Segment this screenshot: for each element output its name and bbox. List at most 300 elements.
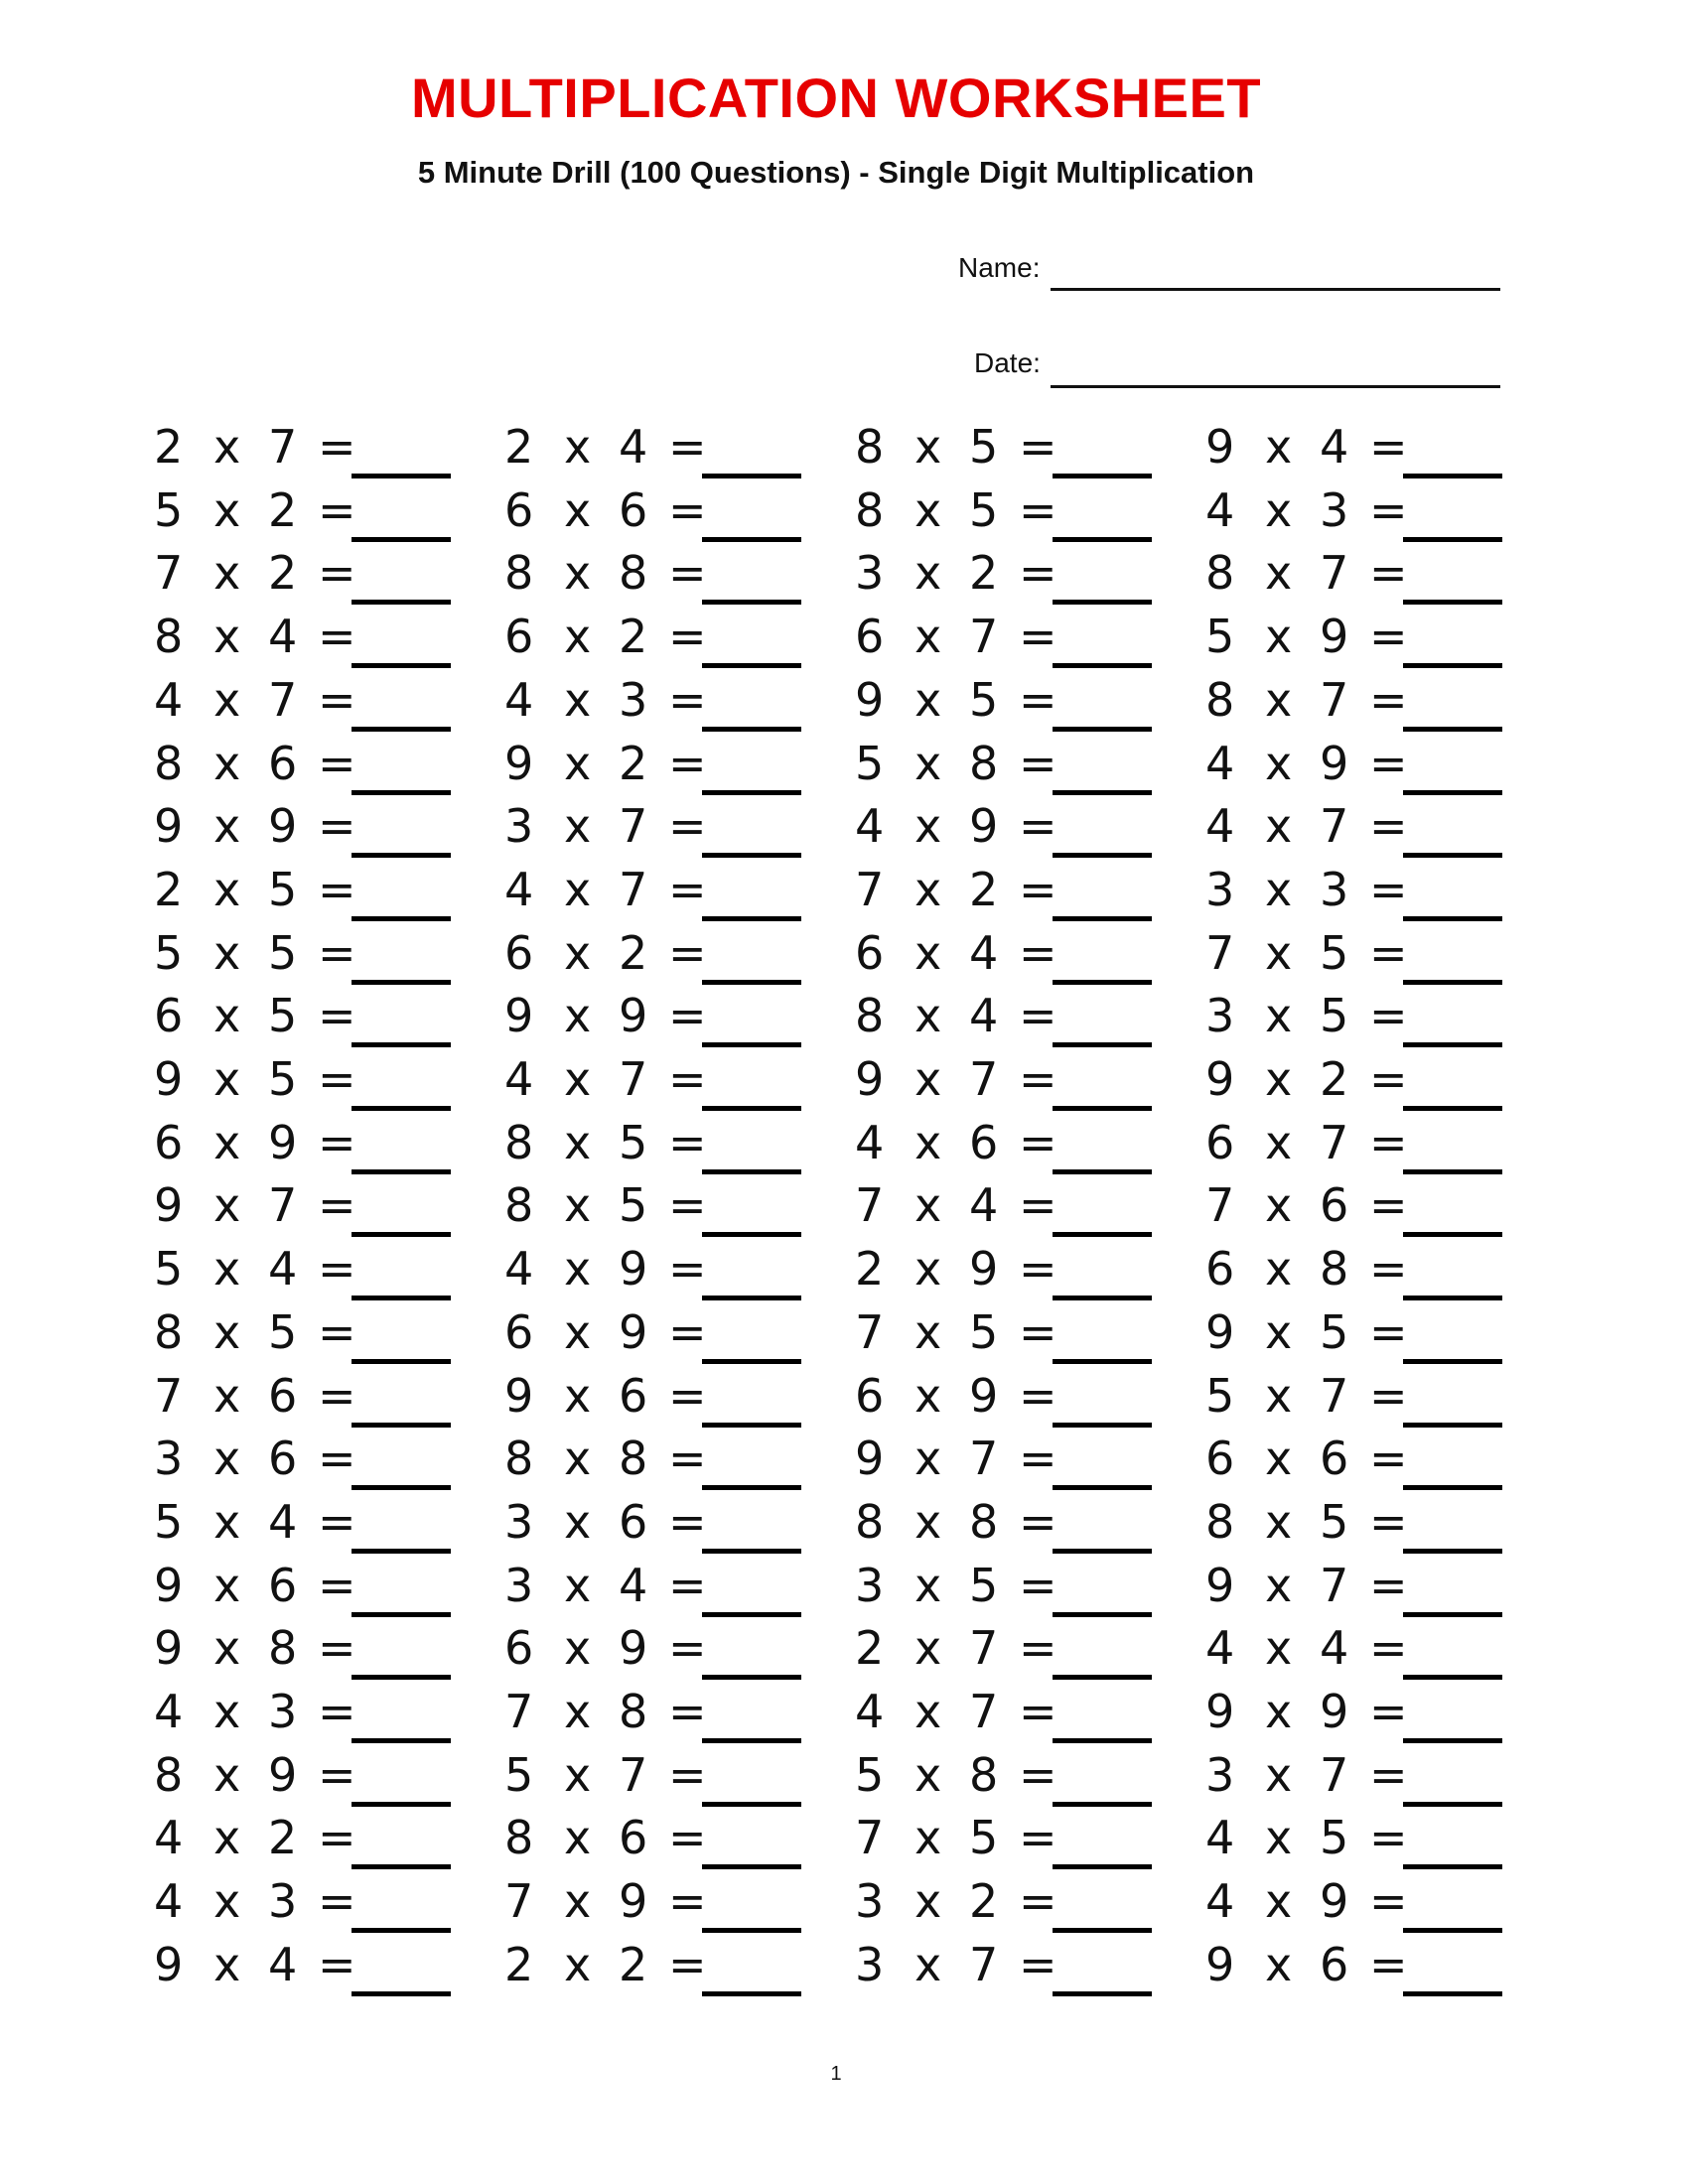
operand-a: 3 [1205, 1747, 1235, 1802]
multiply-sign: x [564, 1242, 592, 1297]
operand-b: 9 [969, 799, 999, 854]
multiply-sign: x [914, 482, 942, 537]
operand-b: 4 [969, 1178, 999, 1233]
problem [154, 794, 452, 858]
problem [1205, 1680, 1503, 1743]
equals-sign: = [318, 1494, 356, 1549]
equals-sign: = [318, 1052, 356, 1106]
operand-a: 9 [154, 1937, 184, 1991]
multiply-sign: x [914, 1558, 942, 1612]
operand-a: 3 [855, 1937, 885, 1991]
operand-a: 8 [504, 1811, 534, 1865]
operand-b: 8 [969, 1747, 999, 1802]
problem [504, 1680, 802, 1743]
multiply-sign: x [213, 420, 241, 474]
multiply-sign: x [213, 799, 241, 854]
operand-a: 9 [1205, 1937, 1235, 1991]
problem [154, 541, 452, 605]
equals-sign: = [668, 610, 707, 664]
equals-sign: = [1369, 1304, 1408, 1359]
problem [154, 1047, 452, 1111]
problem [1205, 1111, 1503, 1174]
operand-a: 2 [855, 1242, 885, 1297]
operand-a: 4 [504, 672, 534, 727]
equals-sign: = [1369, 672, 1408, 727]
operand-a: 9 [1205, 1304, 1235, 1359]
operand-a: 5 [1205, 1368, 1235, 1423]
equals-sign: = [1019, 672, 1057, 727]
operand-a: 9 [504, 736, 534, 790]
problem [154, 1300, 452, 1364]
multiply-sign: x [564, 925, 592, 980]
problem [154, 1933, 452, 1996]
multiply-sign: x [213, 989, 241, 1043]
problem [1205, 1173, 1503, 1237]
operand-b: 5 [1320, 989, 1349, 1043]
operand-a: 4 [1205, 1621, 1235, 1676]
problem [1205, 794, 1503, 858]
multiply-sign: x [1265, 1747, 1293, 1802]
problem [855, 1490, 1153, 1554]
multiply-sign: x [1265, 1811, 1293, 1865]
operand-a: 8 [855, 482, 885, 537]
operand-a: 2 [504, 420, 534, 474]
multiply-sign: x [914, 736, 942, 790]
operand-b: 4 [1320, 420, 1349, 474]
operand-b: 7 [268, 420, 298, 474]
answer-blank[interactable] [352, 1991, 451, 1996]
operand-b: 9 [268, 799, 298, 854]
problem [504, 1237, 802, 1300]
multiply-sign: x [213, 1052, 241, 1106]
operand-b: 7 [619, 862, 648, 916]
multiply-sign: x [213, 925, 241, 980]
operand-b: 7 [1320, 1558, 1349, 1612]
multiply-sign: x [213, 482, 241, 537]
operand-b: 7 [969, 610, 999, 664]
equals-sign: = [668, 862, 707, 916]
multiply-sign: x [213, 1368, 241, 1423]
problem [855, 732, 1153, 795]
problem [504, 478, 802, 542]
operand-a: 7 [855, 1811, 885, 1865]
multiply-sign: x [564, 1304, 592, 1359]
page-number: 1 [830, 2063, 842, 2085]
multiply-sign: x [564, 672, 592, 727]
operand-a: 6 [855, 925, 885, 980]
problem [1205, 1047, 1503, 1111]
operand-a: 6 [855, 610, 885, 664]
equals-sign: = [1369, 1747, 1408, 1802]
problem [1205, 1364, 1503, 1428]
operand-a: 5 [855, 736, 885, 790]
operand-a: 3 [1205, 862, 1235, 916]
multiply-sign: x [914, 1052, 942, 1106]
operand-b: 4 [268, 1937, 298, 1991]
problem [504, 1616, 802, 1680]
problem [504, 1869, 802, 1933]
problem [855, 1173, 1153, 1237]
operand-b: 4 [1320, 1621, 1349, 1676]
equals-sign: = [318, 1685, 356, 1738]
answer-blank[interactable] [1053, 1991, 1152, 1996]
operand-b: 5 [619, 1178, 648, 1233]
problem [504, 1554, 802, 1617]
operand-b: 7 [969, 1621, 999, 1676]
multiply-sign: x [564, 1368, 592, 1423]
date-input-line[interactable] [1051, 385, 1500, 388]
operand-b: 6 [1320, 1432, 1349, 1486]
operand-a: 6 [504, 610, 534, 664]
multiply-sign: x [1265, 610, 1293, 664]
operand-a: 9 [154, 1558, 184, 1612]
problem [855, 1806, 1153, 1869]
problem [1205, 1554, 1503, 1617]
operand-b: 6 [268, 1432, 298, 1486]
operand-a: 8 [504, 1432, 534, 1486]
name-input-line[interactable] [1051, 288, 1500, 291]
operand-b: 7 [268, 672, 298, 727]
equals-sign: = [318, 1937, 356, 1991]
problem [1205, 984, 1503, 1047]
equals-sign: = [668, 1685, 707, 1738]
operand-a: 7 [855, 1304, 885, 1359]
multiply-sign: x [1265, 1052, 1293, 1106]
equals-sign: = [318, 1242, 356, 1297]
equals-sign: = [1369, 1621, 1408, 1676]
problem [154, 1554, 452, 1617]
problem [504, 1364, 802, 1428]
operand-b: 3 [619, 672, 648, 727]
problem [504, 1490, 802, 1554]
multiply-sign: x [914, 1621, 942, 1676]
equals-sign: = [1019, 862, 1057, 916]
operand-a: 8 [855, 989, 885, 1043]
equals-sign: = [1369, 1874, 1408, 1929]
equals-sign: = [1369, 610, 1408, 664]
problem [1205, 1806, 1503, 1869]
operand-a: 8 [855, 1494, 885, 1549]
problem [504, 415, 802, 478]
operand-a: 2 [154, 420, 184, 474]
operand-a: 4 [1205, 799, 1235, 854]
problem [1205, 1427, 1503, 1490]
operand-a: 4 [154, 1685, 184, 1738]
operand-b: 5 [1320, 925, 1349, 980]
problem [1205, 1869, 1503, 1933]
operand-b: 7 [1320, 546, 1349, 601]
equals-sign: = [668, 1494, 707, 1549]
operand-a: 5 [855, 1747, 885, 1802]
equals-sign: = [318, 1621, 356, 1676]
operand-a: 4 [504, 1242, 534, 1297]
multiply-sign: x [914, 1937, 942, 1991]
multiply-sign: x [213, 1432, 241, 1486]
operand-a: 7 [154, 546, 184, 601]
operand-b: 6 [619, 1368, 648, 1423]
operand-b: 5 [969, 672, 999, 727]
operand-b: 5 [969, 420, 999, 474]
equals-sign: = [668, 1052, 707, 1106]
equals-sign: = [318, 989, 356, 1043]
operand-a: 2 [855, 1621, 885, 1676]
multiply-sign: x [564, 1811, 592, 1865]
multiply-sign: x [213, 1811, 241, 1865]
operand-b: 5 [268, 989, 298, 1043]
operand-a: 6 [1205, 1115, 1235, 1169]
multiply-sign: x [914, 862, 942, 916]
multiply-sign: x [1265, 799, 1293, 854]
problem [504, 605, 802, 668]
operand-a: 9 [1205, 1052, 1235, 1106]
problem [154, 1616, 452, 1680]
operand-a: 8 [1205, 546, 1235, 601]
equals-sign: = [668, 672, 707, 727]
operand-a: 2 [504, 1937, 534, 1991]
operand-b: 3 [268, 1685, 298, 1738]
equals-sign: = [318, 862, 356, 916]
problem [504, 1300, 802, 1364]
problem [154, 478, 452, 542]
multiply-sign: x [564, 1874, 592, 1929]
operand-b: 6 [268, 1558, 298, 1612]
operand-a: 6 [504, 925, 534, 980]
operand-a: 4 [154, 1811, 184, 1865]
equals-sign: = [668, 1304, 707, 1359]
equals-sign: = [1019, 1368, 1057, 1423]
operand-b: 2 [969, 862, 999, 916]
operand-a: 7 [504, 1874, 534, 1929]
operand-a: 5 [504, 1747, 534, 1802]
problem [504, 1173, 802, 1237]
operand-a: 9 [1205, 420, 1235, 474]
operand-b: 9 [619, 989, 648, 1043]
operand-a: 9 [154, 1178, 184, 1233]
problem [855, 1616, 1153, 1680]
operand-b: 7 [969, 1685, 999, 1738]
operand-b: 7 [619, 799, 648, 854]
operand-a: 7 [855, 862, 885, 916]
operand-b: 3 [268, 1874, 298, 1929]
equals-sign: = [1369, 1432, 1408, 1486]
equals-sign: = [668, 546, 707, 601]
problem [154, 984, 452, 1047]
operand-a: 7 [855, 1178, 885, 1233]
multiply-sign: x [1265, 1558, 1293, 1612]
problem [855, 1427, 1153, 1490]
operand-b: 6 [619, 1811, 648, 1865]
operand-a: 6 [855, 1368, 885, 1423]
problem [855, 794, 1153, 858]
multiply-sign: x [564, 1115, 592, 1169]
equals-sign: = [668, 989, 707, 1043]
equals-sign: = [1019, 420, 1057, 474]
multiply-sign: x [1265, 1304, 1293, 1359]
equals-sign: = [668, 799, 707, 854]
operand-a: 8 [504, 1178, 534, 1233]
multiply-sign: x [213, 1874, 241, 1929]
multiply-sign: x [914, 1178, 942, 1233]
operand-b: 8 [619, 1432, 648, 1486]
operand-b: 7 [969, 1052, 999, 1106]
multiply-sign: x [564, 1052, 592, 1106]
answer-blank[interactable] [702, 1991, 801, 1996]
operand-b: 7 [969, 1432, 999, 1486]
problem [154, 1237, 452, 1300]
equals-sign: = [1369, 1558, 1408, 1612]
problem [154, 1743, 452, 1807]
equals-sign: = [668, 1558, 707, 1612]
problem [855, 1554, 1153, 1617]
multiply-sign: x [1265, 1937, 1293, 1991]
equals-sign: = [1369, 546, 1408, 601]
problem [1205, 1933, 1503, 1996]
operand-a: 6 [504, 1304, 534, 1359]
operand-a: 9 [154, 799, 184, 854]
operand-a: 4 [154, 1874, 184, 1929]
operand-a: 5 [1205, 610, 1235, 664]
equals-sign: = [318, 925, 356, 980]
equals-sign: = [318, 1874, 356, 1929]
multiply-sign: x [914, 989, 942, 1043]
equals-sign: = [1019, 1432, 1057, 1486]
equals-sign: = [318, 1368, 356, 1423]
equals-sign: = [318, 1811, 356, 1865]
problem [504, 1111, 802, 1174]
problem [855, 1237, 1153, 1300]
problem [855, 415, 1153, 478]
multiply-sign: x [564, 1178, 592, 1233]
equals-sign: = [1019, 736, 1057, 790]
operand-a: 8 [154, 736, 184, 790]
multiply-sign: x [213, 1937, 241, 1991]
multiply-sign: x [1265, 1242, 1293, 1297]
worksheet-title: MULTIPLICATION WORKSHEET [410, 67, 1262, 129]
equals-sign: = [668, 1874, 707, 1929]
equals-sign: = [1019, 1304, 1057, 1359]
operand-a: 5 [154, 925, 184, 980]
operand-b: 2 [619, 610, 648, 664]
operand-a: 8 [154, 610, 184, 664]
equals-sign: = [1019, 1242, 1057, 1297]
equals-sign: = [1019, 482, 1057, 537]
answer-blank[interactable] [1403, 1991, 1502, 1996]
operand-b: 2 [268, 546, 298, 601]
operand-b: 5 [1320, 1811, 1349, 1865]
multiply-sign: x [564, 862, 592, 916]
problem [855, 984, 1153, 1047]
operand-b: 9 [268, 1115, 298, 1169]
problem [855, 1300, 1153, 1364]
operand-b: 4 [969, 925, 999, 980]
operand-a: 4 [504, 862, 534, 916]
problem [855, 1364, 1153, 1428]
operand-b: 5 [1320, 1494, 1349, 1549]
problem [154, 668, 452, 732]
multiply-sign: x [1265, 1432, 1293, 1486]
equals-sign: = [318, 1178, 356, 1233]
equals-sign: = [318, 546, 356, 601]
operand-a: 4 [1205, 1811, 1235, 1865]
equals-sign: = [1019, 799, 1057, 854]
operand-a: 5 [154, 1494, 184, 1549]
operand-a: 3 [504, 1494, 534, 1549]
operand-a: 9 [154, 1621, 184, 1676]
operand-a: 9 [1205, 1558, 1235, 1612]
equals-sign: = [668, 1432, 707, 1486]
operand-a: 4 [1205, 1874, 1235, 1929]
equals-sign: = [1369, 799, 1408, 854]
multiply-sign: x [1265, 546, 1293, 601]
equals-sign: = [1369, 1685, 1408, 1738]
operand-a: 6 [504, 1621, 534, 1676]
operand-a: 4 [154, 672, 184, 727]
problem [1205, 478, 1503, 542]
operand-a: 7 [154, 1368, 184, 1423]
problem [504, 921, 802, 985]
equals-sign: = [318, 1432, 356, 1486]
operand-a: 6 [154, 1115, 184, 1169]
operand-a: 9 [855, 672, 885, 727]
equals-sign: = [1369, 1494, 1408, 1549]
problem [1205, 605, 1503, 668]
multiply-sign: x [1265, 925, 1293, 980]
equals-sign: = [668, 736, 707, 790]
operand-b: 7 [1320, 1115, 1349, 1169]
problem [154, 732, 452, 795]
operand-a: 7 [504, 1685, 534, 1738]
operand-b: 8 [969, 736, 999, 790]
problem [855, 668, 1153, 732]
operand-a: 3 [855, 546, 885, 601]
operand-a: 9 [154, 1052, 184, 1106]
operand-b: 6 [969, 1115, 999, 1169]
operand-b: 9 [619, 1621, 648, 1676]
operand-a: 8 [504, 1115, 534, 1169]
problem [855, 1680, 1153, 1743]
operand-a: 9 [855, 1432, 885, 1486]
problem [1205, 1300, 1503, 1364]
operand-b: 4 [619, 420, 648, 474]
operand-b: 4 [268, 1242, 298, 1297]
problem [154, 1680, 452, 1743]
problem [154, 1364, 452, 1428]
multiply-sign: x [564, 610, 592, 664]
equals-sign: = [318, 482, 356, 537]
multiply-sign: x [213, 1494, 241, 1549]
operand-a: 3 [504, 1558, 534, 1612]
multiply-sign: x [1265, 1115, 1293, 1169]
operand-b: 5 [268, 862, 298, 916]
problem [855, 921, 1153, 985]
problem [1205, 1490, 1503, 1554]
operand-b: 7 [1320, 1368, 1349, 1423]
equals-sign: = [318, 799, 356, 854]
problem [154, 1490, 452, 1554]
problem [855, 1743, 1153, 1807]
multiply-sign: x [564, 1432, 592, 1486]
operand-a: 3 [1205, 989, 1235, 1043]
multiply-sign: x [914, 1432, 942, 1486]
equals-sign: = [1369, 1937, 1408, 1991]
problem [1205, 1616, 1503, 1680]
problem [855, 605, 1153, 668]
multiply-sign: x [914, 1494, 942, 1549]
multiply-sign: x [213, 1558, 241, 1612]
multiply-sign: x [1265, 1874, 1293, 1929]
problem [154, 1173, 452, 1237]
operand-b: 7 [619, 1052, 648, 1106]
